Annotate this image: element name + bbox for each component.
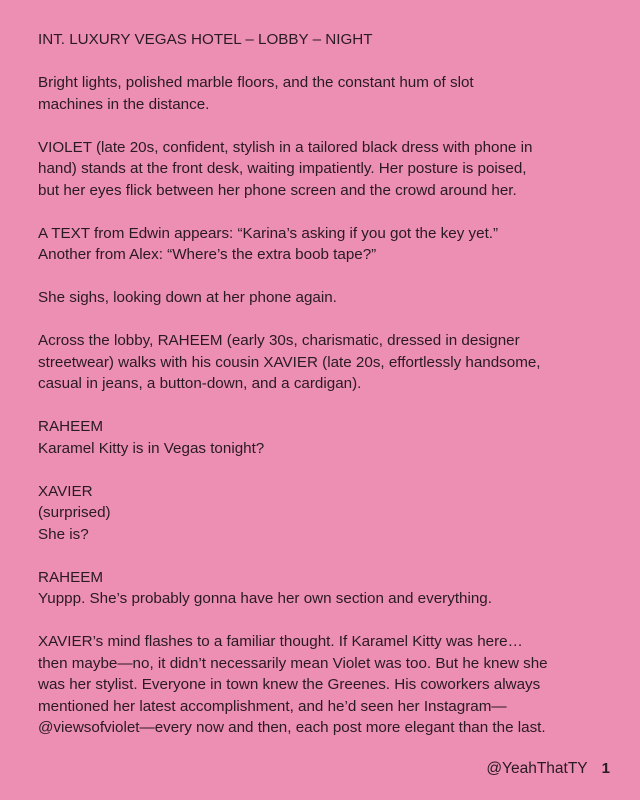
action-line: was her stylist. Everyone in town knew the Greenes. His coworkers always <box>38 676 541 693</box>
action-line: streetwear) walks with his cousin XAVIER (late 20s, effortlessly handsome, <box>38 353 541 371</box>
page-footer <box>486 760 610 778</box>
dialogue-line: Yuppp. She’s probably gonna have her own section and everything. <box>38 590 492 607</box>
dialogue-line: Karamel Kitty is in Vegas tonight? <box>38 439 265 457</box>
action-line: Another from Alex: “Where’s the extra boob tape?” <box>38 246 377 263</box>
action-paragraph-3 <box>38 223 618 266</box>
action-line: A TEXT from Edwin appears: “Karina’s asking if you got the key yet.” <box>38 224 499 242</box>
dialogue-block-3 <box>38 567 618 610</box>
character-name: RAHEEM <box>38 568 103 586</box>
action-paragraph-2 <box>38 137 618 202</box>
slugline: INT. LUXURY VEGAS HOTEL – LOBBY – NIGHT <box>38 31 373 48</box>
script-page <box>38 29 618 739</box>
action-line: then maybe—no, it didn’t necessarily mean Violet was too. But he knew she <box>38 654 548 672</box>
action-line: but her eyes flick between her phone screen and the crowd around her. <box>38 181 517 199</box>
author-handle: @YeahThatTY <box>486 760 588 777</box>
action-line: Across the lobby, RAHEEM (early 30s, charismatic, dressed in designer <box>38 332 520 349</box>
action-line: Bright lights, polished marble floors, and the constant hum of slot <box>38 74 474 91</box>
action-line: She sighs, looking down at her phone again. <box>38 289 337 306</box>
action-paragraph-6 <box>38 631 618 739</box>
dialogue-line: She is? <box>38 525 89 543</box>
dialogue-block-2 <box>38 481 618 546</box>
action-line: VIOLET (late 20s, confident, stylish in a tailored black dress with phone in <box>38 138 533 156</box>
action-line: casual in jeans, a button-down, and a cardigan). <box>38 375 362 392</box>
action-paragraph-4 <box>38 287 618 309</box>
action-paragraph-1 <box>38 72 618 115</box>
character-name: RAHEEM <box>38 418 103 435</box>
character-name: XAVIER <box>38 482 93 500</box>
parenthetical: (surprised) <box>38 504 111 521</box>
page-number: 1 <box>601 760 610 777</box>
action-line: mentioned her latest accomplishment, and he’d seen her Instagram— <box>38 697 507 715</box>
action-line: XAVIER’s mind flashes to a familiar thought. If Karamel Kitty was here… <box>38 633 523 650</box>
action-paragraph-5 <box>38 330 618 395</box>
action-line: machines in the distance. <box>38 95 210 113</box>
action-line: @viewsofviolet—every now and then, each post more elegant than the last. <box>38 719 546 736</box>
dialogue-block-1 <box>38 416 618 459</box>
action-line: hand) stands at the front desk, waiting impatiently. Her posture is poised, <box>38 160 527 177</box>
